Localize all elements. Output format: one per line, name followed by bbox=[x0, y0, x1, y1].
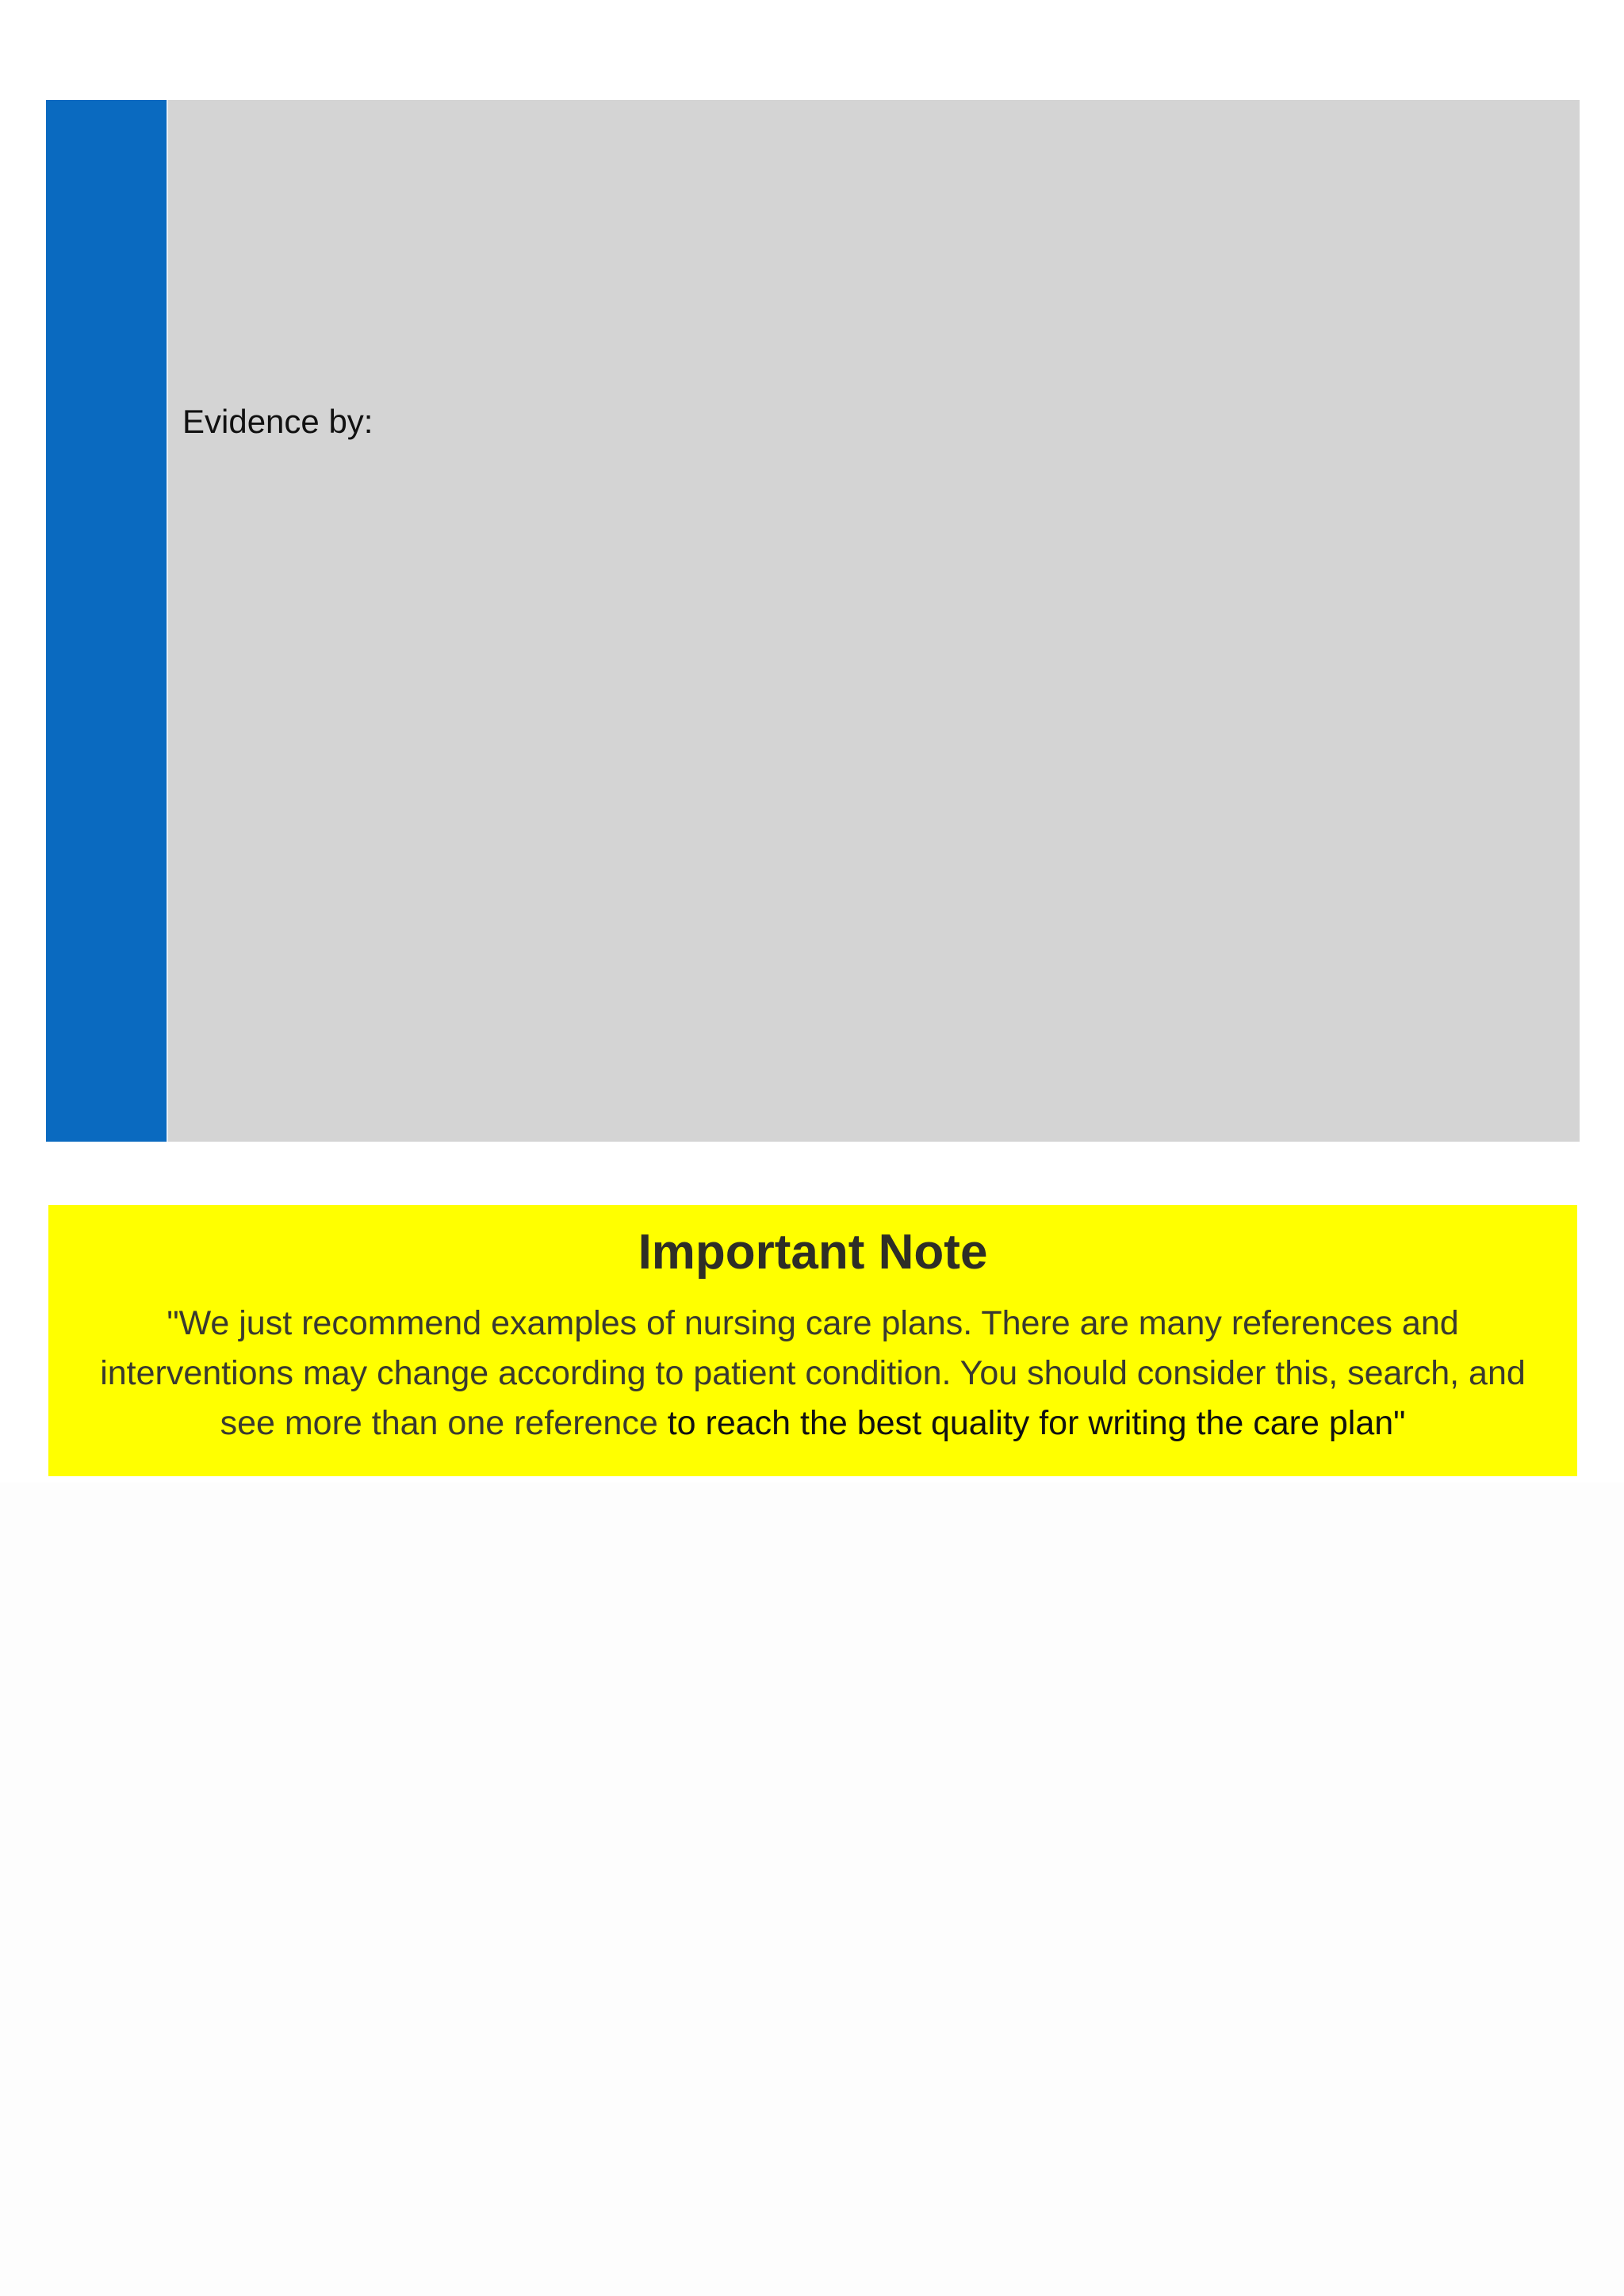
evidence-table bbox=[46, 100, 1580, 1142]
important-note-body bbox=[48, 1299, 1577, 1448]
evidence-label: Evidence by: bbox=[182, 403, 373, 440]
evidence-cell bbox=[168, 100, 1580, 1142]
page-background bbox=[0, 1483, 1624, 2296]
important-note-box bbox=[48, 1205, 1577, 1476]
note-body-emphasis: to reach the best quality for writing the care plan" bbox=[667, 1404, 1406, 1442]
note-body-lead: "We just recommend examples of nursing care plans. There are many references and interventions may change according to patient condition. You should consider this, search, and see more than one reference bbox=[100, 1304, 1526, 1442]
important-note-title: Important Note bbox=[638, 1225, 988, 1280]
side-color-column bbox=[46, 100, 167, 1142]
